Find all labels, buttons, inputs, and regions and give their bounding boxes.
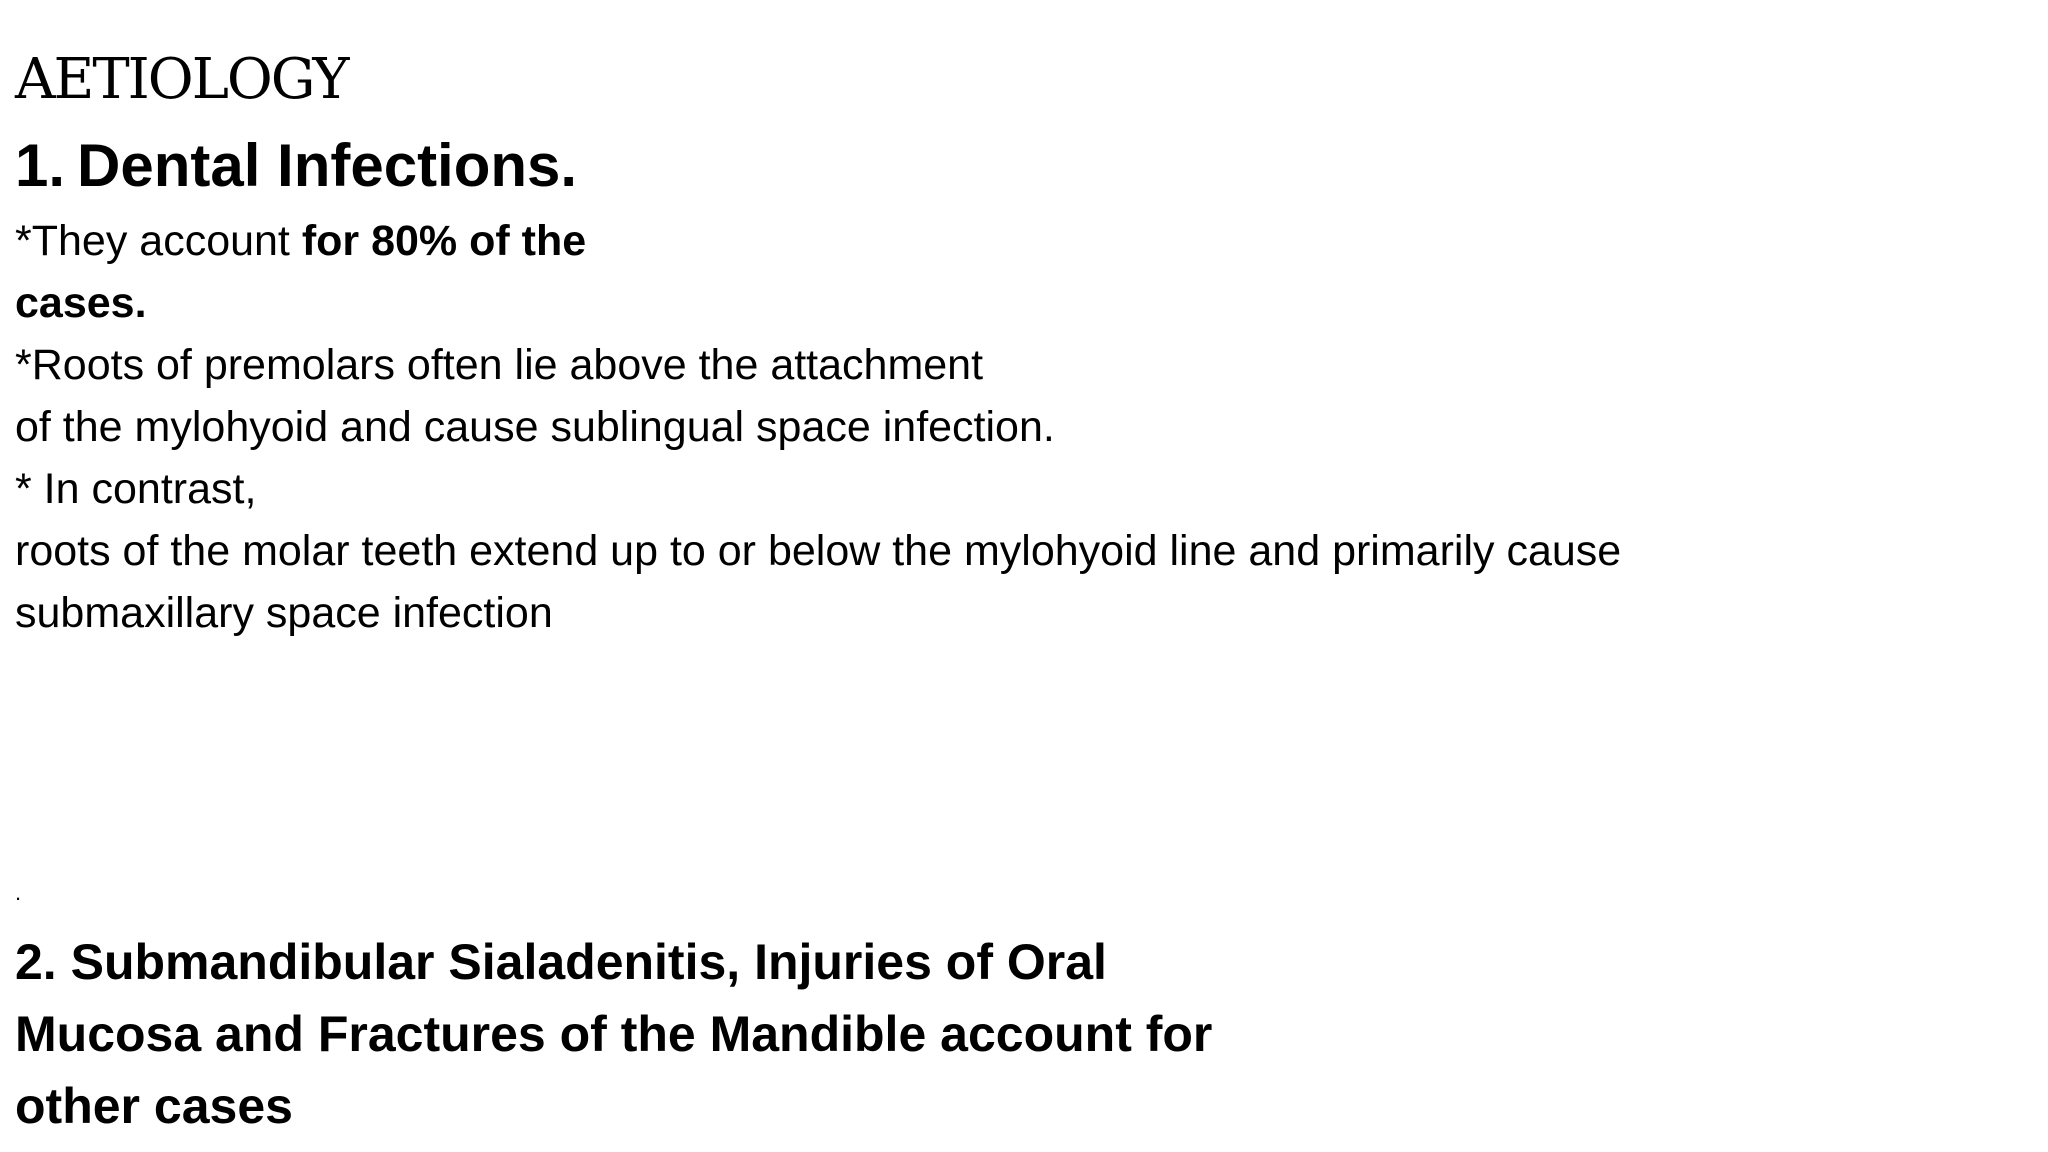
section-2-line-2: Mucosa and Fractures of the Mandible account for <box>15 1006 1213 1062</box>
section-2-heading <box>15 926 1212 1142</box>
body-line-1-normal: *They account <box>15 217 302 265</box>
body-line-5: * In contrast, <box>15 465 257 513</box>
body-line-6: roots of the molar teeth extend up to or below the mylohyoid line and primarily cause <box>15 527 1622 575</box>
section-2-line-3: other cases <box>15 1078 293 1134</box>
section-2-line-1: 2. Submandibular Sialadenitis, Injuries of Oral <box>15 934 1107 990</box>
body-line-1 <box>15 210 1621 272</box>
body-line-1-bold: for 80% of the <box>301 217 587 265</box>
section-1-number: 1. <box>15 132 66 199</box>
slide-title: AETIOLOGY <box>15 47 348 112</box>
section-1-body <box>15 210 1621 644</box>
body-line-2: cases. <box>15 279 147 327</box>
body-line-3: *Roots of premolars often lie above the attachment <box>15 341 984 389</box>
section-1-heading <box>15 132 578 199</box>
body-line-4: of the mylohyoid and cause sublingual space infection. <box>15 403 1055 451</box>
body-line-7: submaxillary space infection <box>15 589 553 637</box>
section-1-heading-text: Dental Infections. <box>77 132 578 199</box>
separator-dot: . <box>15 880 22 905</box>
